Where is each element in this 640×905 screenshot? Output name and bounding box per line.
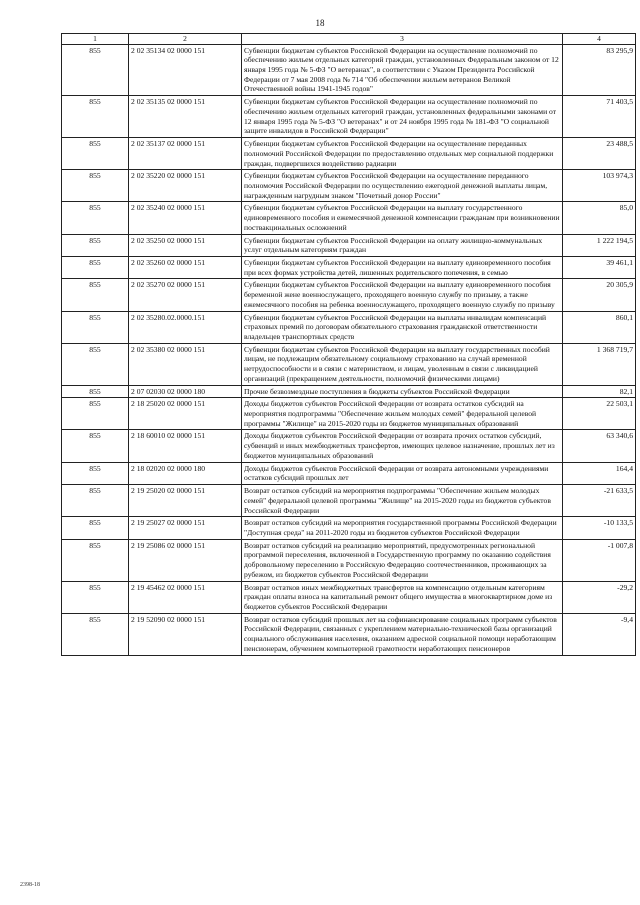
description-cell: Возврат остатков субсидий на мероприятия государственной программы Российской Федерации "Доступная среда" на 2011-2020 годы из бюджетов субъектов Российской Федерации (242, 517, 563, 539)
amount-cell: 83 295,9 (563, 44, 636, 96)
description-cell: Возврат остатков субсидий на реализацию мероприятий, предусмотренных региональной программой переселения, включенной в Государственную программу по оказанию содействия добровольному переселению в Российскую Федерацию соотечественников, проживающих за рубежом, из бюджетов субъектов Российской Федерации (242, 539, 563, 581)
amount-cell: -10 133,5 (563, 517, 636, 539)
budget-code-cell: 2 02 35260 02 0000 151 (129, 256, 242, 278)
description-cell: Субвенции бюджетам субъектов Российской Федерации на осуществление полномочий по обеспечению жильем отдельных категорий граждан, установленных Федеральным законом от 12 января 1995 года № 5-ФЗ "О ветеранах", в соответствии с Указом Президента Российской Федерации от 7 мая 2008 года № 714 "Об обеспечении жильем ветеранов Великой Отечественной войны 1941-1945 годов" (242, 44, 563, 96)
table-row (62, 539, 636, 581)
admin-code-cell: 855 (62, 539, 129, 581)
table-row (62, 581, 636, 613)
description-cell: Доходы бюджетов субъектов Российской Федерации от возврата прочих остатков субсидий, субвенций и иных межбюджетных трансфертов, имеющих целевое назначение, прошлых лет из бюджетов муниципальных образований (242, 430, 563, 462)
amount-cell: -1 007,8 (563, 539, 636, 581)
budget-code-cell: 2 02 35240 02 0000 151 (129, 202, 242, 234)
amount-cell: 164,4 (563, 462, 636, 484)
budget-code-cell: 2 02 35270 02 0000 151 (129, 279, 242, 311)
table-row (62, 613, 636, 655)
admin-code-cell: 855 (62, 485, 129, 517)
budget-code-cell: 2 18 25020 02 0000 151 (129, 398, 242, 430)
budget-code-cell: 2 18 60010 02 0000 151 (129, 430, 242, 462)
table-row (62, 517, 636, 539)
description-cell: Субвенции бюджетам субъектов Российской Федерации на выплаты инвалидам компенсаций страховых премий по договорам обязательного страхования гражданской ответственности владельцев транспортных средств (242, 311, 563, 343)
table-row (62, 170, 636, 202)
description-cell: Прочие безвозмездные поступления в бюджеты субъектов Российской Федерации (242, 385, 563, 398)
table-row (62, 343, 636, 385)
description-cell: Субвенции бюджетам субъектов Российской Федерации на оплату жилищно-коммунальных услуг отдельным категориям граждан (242, 234, 563, 256)
description-cell: Возврат остатков субсидий прошлых лет на софинансирование социальных программ субъектов Российской Федерации, связанных с укреплением материально-технической базы организаций социального обслуживания населения, оказанием адресной социальной помощи неработающим пенсионерам, обучением компьютерной грамотности неработающих пенсионеров (242, 613, 563, 655)
amount-cell: 103 974,3 (563, 170, 636, 202)
amount-cell: 860,1 (563, 311, 636, 343)
budget-code-cell: 2 02 35220 02 0000 151 (129, 170, 242, 202)
table-row (62, 44, 636, 96)
table-header (62, 34, 636, 45)
amount-cell: 1 222 194,5 (563, 234, 636, 256)
admin-code-cell: 855 (62, 581, 129, 613)
admin-code-cell: 855 (62, 138, 129, 170)
budget-code-cell: 2 07 02030 02 0000 180 (129, 385, 242, 398)
table-row (62, 311, 636, 343)
description-cell: Субвенции бюджетам субъектов Российской Федерации на осуществление переданного полномочия Российской Федерации по осуществлению ежегодной денежной выплаты лицам, награжденным нагрудным знаком "Почетный донор России" (242, 170, 563, 202)
description-cell: Доходы бюджетов субъектов Российской Федерации от возврата автономными учреждениями остатков субсидий прошлых лет (242, 462, 563, 484)
table-row (62, 430, 636, 462)
table-row (62, 234, 636, 256)
description-cell: Субвенции бюджетам субъектов Российской Федерации на выплату государственного единовременного пособия и ежемесячной денежной компенсации гражданам при возникновении поствакцинальных осложнений (242, 202, 563, 234)
amount-cell: 1 368 719,7 (563, 343, 636, 385)
amount-cell: 82,1 (563, 385, 636, 398)
admin-code-cell: 855 (62, 256, 129, 278)
amount-cell: 39 461,1 (563, 256, 636, 278)
admin-code-cell: 855 (62, 202, 129, 234)
admin-code-cell: 855 (62, 385, 129, 398)
table-row (62, 462, 636, 484)
admin-code-cell: 855 (62, 462, 129, 484)
budget-code-cell: 2 19 25086 02 0000 151 (129, 539, 242, 581)
table-row (62, 385, 636, 398)
budget-code-cell: 2 19 45462 02 0000 151 (129, 581, 242, 613)
amount-cell: 22 503,1 (563, 398, 636, 430)
description-cell: Возврат остатков иных межбюджетных трансфертов на компенсацию отдельным категориям граждан оплаты взноса на капитальный ремонт общего имущества в многоквартирном доме из бюджетов субъектов Российской Федерации (242, 581, 563, 613)
amount-cell: 20 305,9 (563, 279, 636, 311)
budget-code-cell: 2 02 35137 02 0000 151 (129, 138, 242, 170)
table-body (62, 44, 636, 655)
budget-code-cell: 2 02 35134 02 0000 151 (129, 44, 242, 96)
column-header-3: 3 (242, 34, 563, 45)
admin-code-cell: 855 (62, 517, 129, 539)
budget-code-cell: 2 02 35135 02 0000 151 (129, 96, 242, 138)
budget-table (61, 33, 636, 656)
column-header-1: 1 (62, 34, 129, 45)
table-row (62, 279, 636, 311)
amount-cell: -9,4 (563, 613, 636, 655)
admin-code-cell: 855 (62, 96, 129, 138)
admin-code-cell: 855 (62, 343, 129, 385)
amount-cell: -21 633,5 (563, 485, 636, 517)
amount-cell: 85,0 (563, 202, 636, 234)
amount-cell: -29,2 (563, 581, 636, 613)
budget-code-cell: 2 02 35280.02.0000.151 (129, 311, 242, 343)
budget-code-cell: 2 19 52090 02 0000 151 (129, 613, 242, 655)
amount-cell: 23 488,5 (563, 138, 636, 170)
budget-code-cell: 2 02 35250 02 0000 151 (129, 234, 242, 256)
admin-code-cell: 855 (62, 398, 129, 430)
table-row (62, 138, 636, 170)
admin-code-cell: 855 (62, 279, 129, 311)
description-cell: Возврат остатков субсидий на мероприятия подпрограммы "Обеспечение жильем молодых семей" федеральной целевой программы "Жилище" на 2015-2020 годы из бюджетов субъектов Российской Федерации (242, 485, 563, 517)
admin-code-cell: 855 (62, 44, 129, 96)
amount-cell: 63 340,6 (563, 430, 636, 462)
budget-code-cell: 2 18 02020 02 0000 180 (129, 462, 242, 484)
admin-code-cell: 855 (62, 170, 129, 202)
table-row (62, 398, 636, 430)
admin-code-cell: 855 (62, 613, 129, 655)
table-row (62, 96, 636, 138)
admin-code-cell: 855 (62, 430, 129, 462)
description-cell: Субвенции бюджетам субъектов Российской Федерации на осуществление полномочий по обеспечению жильем отдельных категорий граждан, установленных федеральными законами от 12 января 1995 года № 5-ФЗ "О ветеранах" и от 24 ноября 1995 года № 181-ФЗ "О социальной защите инвалидов в Российской Федерации" (242, 96, 563, 138)
description-cell: Субвенции бюджетам субъектов Российской Федерации на выплату государственных пособий лицам, не подлежащим обязательному социальному страхованию на случай временной нетрудоспособности и в связи с материнством, и лицам, уволенным в связи с ликвидацией организаций (прекращением деятельности, полномочий физическими лицами) (242, 343, 563, 385)
column-header-4: 4 (563, 34, 636, 45)
table-row (62, 256, 636, 278)
footer-code: 2398-18 (20, 882, 40, 888)
description-cell: Доходы бюджетов субъектов Российской Федерации от возврата остатков субсидий на мероприятия подпрограммы "Обеспечение жильем молодых семей" федеральной целевой программы "Жилище" на 2015-2020 годы из бюджетов муниципальных образований (242, 398, 563, 430)
budget-code-cell: 2 02 35380 02 0000 151 (129, 343, 242, 385)
amount-cell: 71 403,5 (563, 96, 636, 138)
description-cell: Субвенции бюджетам субъектов Российской Федерации на осуществление переданных полномочий Российской Федерации по предоставлению отдельных мер социальной поддержки граждан, подвергшихся воздействию радиации (242, 138, 563, 170)
budget-code-cell: 2 19 25027 02 0000 151 (129, 517, 242, 539)
admin-code-cell: 855 (62, 234, 129, 256)
description-cell: Субвенции бюджетам субъектов Российской Федерации на выплату единовременного пособия при всех формах устройства детей, лишенных родительского попечения, в семью (242, 256, 563, 278)
table-row (62, 485, 636, 517)
header-row (62, 34, 636, 45)
description-cell: Субвенции бюджетам субъектов Российской Федерации на выплату единовременного пособия беременной жене военнослужащего, проходящего военную службу по призыву, а также ежемесячного пособия на ребенка военнослужащего, проходящего военную службу по призыву (242, 279, 563, 311)
page-number: 18 (315, 18, 325, 28)
column-header-2: 2 (129, 34, 242, 45)
budget-code-cell: 2 19 25020 02 0000 151 (129, 485, 242, 517)
admin-code-cell: 855 (62, 311, 129, 343)
table-row (62, 202, 636, 234)
